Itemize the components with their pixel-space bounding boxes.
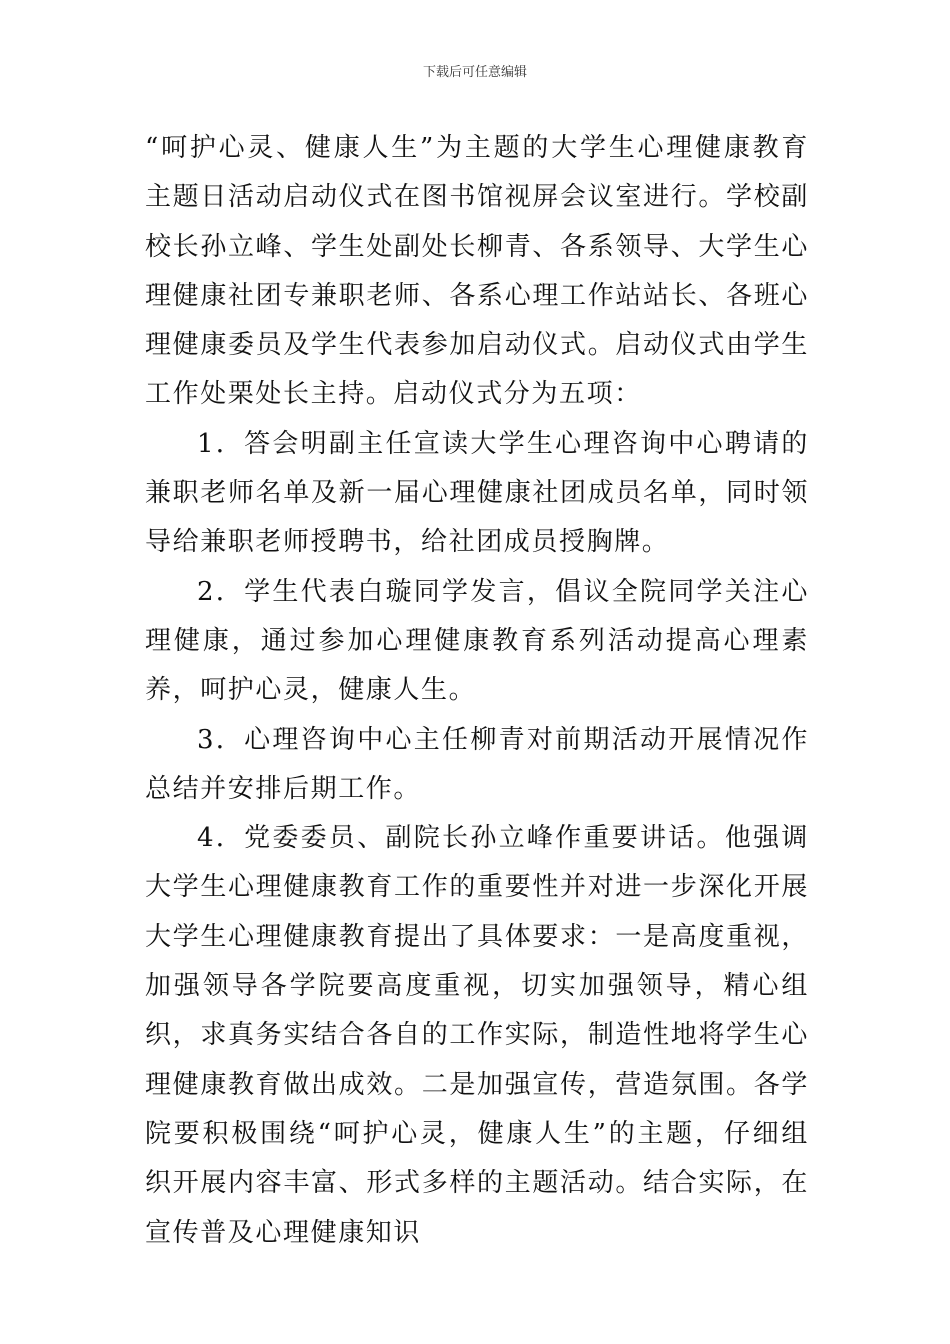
item-4-paragraph: 4．党委委员、副院长孙立峰作重要讲话。他强调大学生心理健康教育工作的重要性并对进一步深化开展大学生心理健康教育提出了具体要求：一是高度重视，加强领导各学院要高度重视，切实加强领导，精心组织，求真务实结合各自的工作实际，制造性地将学生心理健康教育做出成效。二是加强宣传，营造氛围。各学院要积极围绕“呵护心灵，健康人生”的主题，仔细组织开展内容丰富、形式多样的主题活动。结合实际，在宣传普及心理健康知识 (145, 823, 809, 1248)
page-header: 下载后可任意编辑 (422, 65, 527, 80)
item-3-paragraph: 3．心理咨询中心主任柳青对前期活动开展情况作总结并安排后期工作。 (145, 724, 809, 804)
item-2-paragraph: 2．学生代表白璇同学发言，倡议全院同学关注心理健康，通过参加心理健康教育系列活动提高心理素养，呵护心灵，健康人生。 (145, 576, 809, 706)
intro-paragraph: “呵护心灵、健康人生”为主题的大学生心理健康教育主题日活动启动仪式在图书馆视屏会议室进行。学校副校长孙立峰、学生处副处长柳青、各系领导、大学生心理健康社团专兼职老师、各系心理工作站站长、各班心理健康委员及学生代表参加启动仪式。启动仪式由学生工作处栗处长主持。启动仪式分为五项： (145, 133, 809, 410)
item-1-paragraph: 1．答会明副主任宣读大学生心理咨询中心聘请的兼职老师名单及新一届心理健康社团成员名单，同时领导给兼职老师授聘书，给社团成员授胸牌。 (145, 428, 809, 558)
document-body (145, 124, 809, 1258)
